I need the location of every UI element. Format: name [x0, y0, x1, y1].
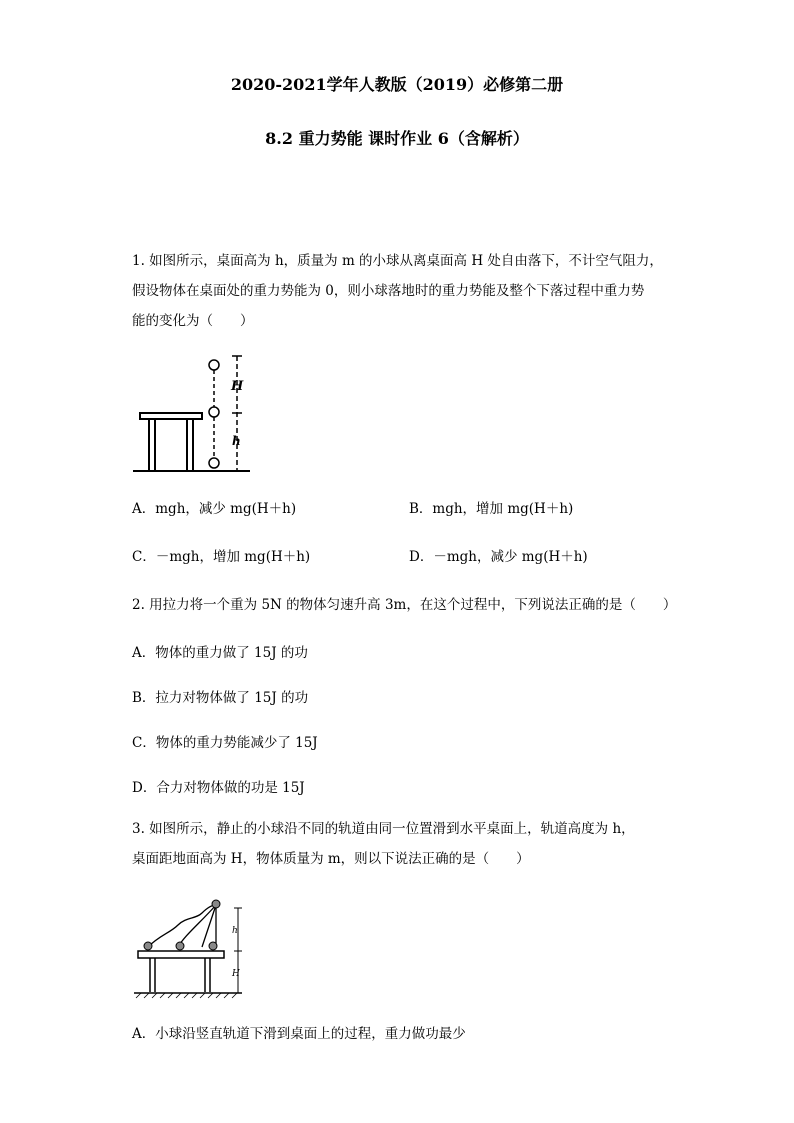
question-2-option-b: B．拉力对物体做了 15J 的功 — [132, 690, 309, 706]
question-2-option-d: D．合力对物体做的功是 15J — [132, 780, 305, 796]
question-1-option-b: B．mgh，增加 mg(H＋h) — [409, 501, 574, 517]
question-1-line-3: 能的变化为（ ） — [132, 313, 254, 329]
question-1-stem — [132, 246, 692, 336]
question-1-option-a: A．mgh，减少 mg(H＋h) — [132, 501, 297, 517]
document-title: 2020-2021学年人教版（2019）必修第二册 — [230, 75, 564, 94]
question-3-line-1: 3. 如图所示，静止的小球沿不同的轨道由同一位置滑到水平桌面上，轨道高度为 h， — [132, 821, 635, 837]
question-1-option-d: D．－mgh，减少 mg(H＋h) — [409, 549, 588, 565]
question-1-line-1: 1. 如图所示，桌面高为 h，质量为 m 的小球从离桌面高 H 处自由落下，不计空气阻力， — [132, 253, 663, 269]
question-1-figure — [128, 350, 258, 475]
question-2-option-c: C．物体的重力势能减少了 15J — [132, 735, 318, 751]
figure-1-label-h: h — [232, 434, 241, 448]
question-1-line-2: 假设物体在桌面处的重力势能为 0，则小球落地时的重力势能及整个下落过程中重力势 — [132, 283, 645, 299]
question-3-line-2: 桌面距地面高为 H，物体质量为 m，则以下说法正确的是（ ） — [132, 851, 530, 867]
figure-3-label-H: H — [232, 969, 240, 979]
figure-3-label-h: h — [232, 926, 238, 936]
question-2-option-a: A．物体的重力做了 15J 的功 — [132, 645, 308, 661]
question-3-figure — [130, 895, 250, 1003]
figure-1-label-H: H — [231, 379, 244, 394]
question-1-option-c: C．－mgh，增加 mg(H＋h) — [132, 549, 311, 565]
document-subtitle: 8.2 重力势能 课时作业 6（含解析） — [265, 129, 529, 148]
question-2-stem: 2. 用拉力将一个重为 5N 的物体匀速升高 3m，在这个过程中，下列说法正确的是（ ） — [132, 597, 677, 613]
question-3-stem — [132, 814, 692, 874]
question-3-option-a: A．小球沿竖直轨道下滑到桌面上的过程，重力做功最少 — [132, 1026, 466, 1042]
